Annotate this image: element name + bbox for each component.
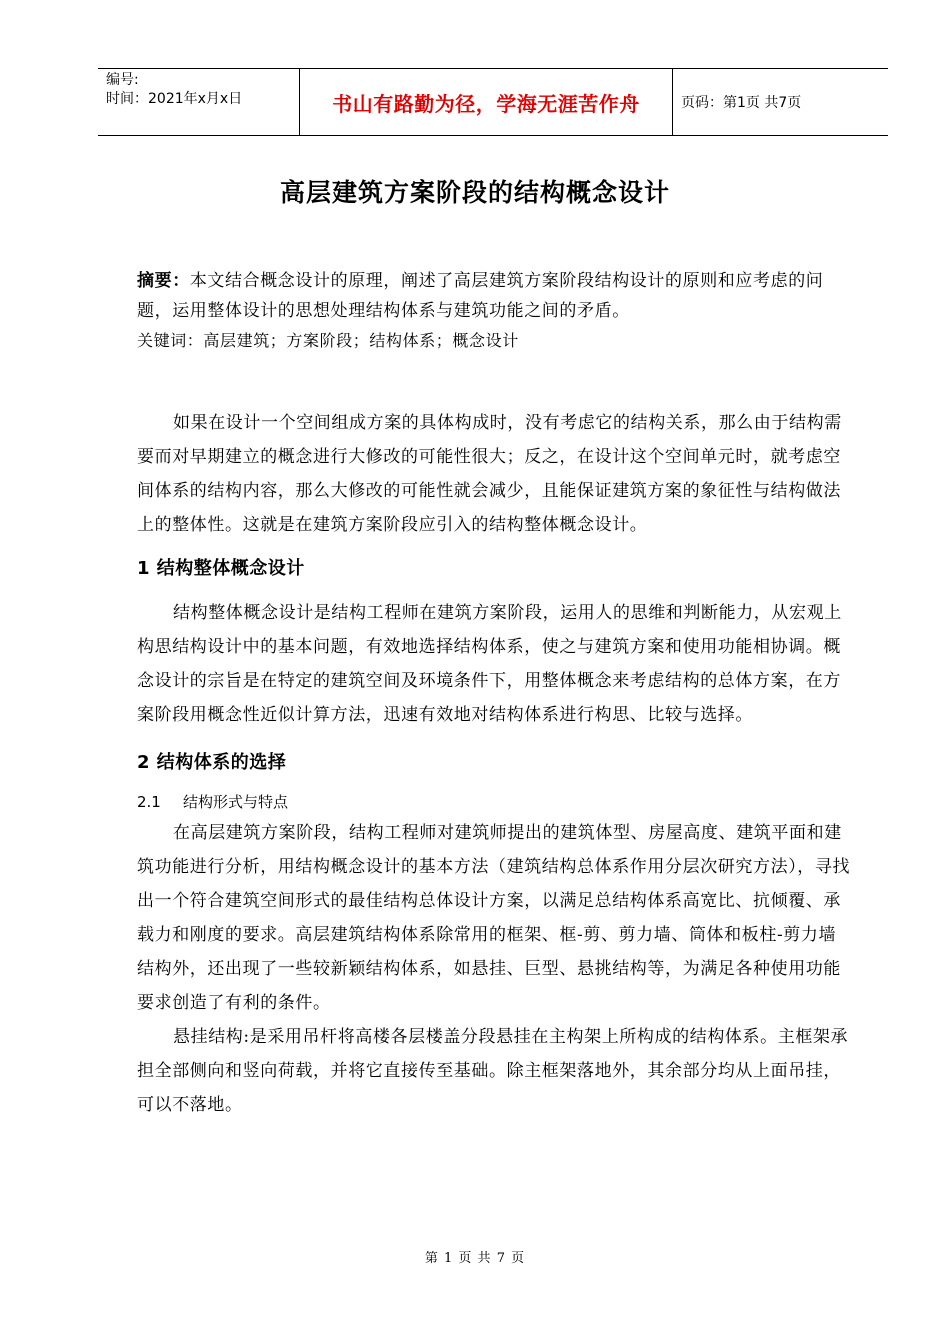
section2-paragraph-2: 悬挂结构:是采用吊杆将高楼各层楼盖分段悬挂在主构架上所构成的结构体系。主框架承担全部侧向和竖向荷载，并将它直接传至基础。除主框架落地外，其余部分均从上面吊挂，可以不落地。	[137, 1027, 849, 1115]
keywords-text: 高层建筑；方案阶段；结构体系；概念设计	[203, 331, 519, 350]
keywords-label: 关键词：	[137, 331, 204, 350]
document-header	[98, 68, 888, 136]
header-page-info: 页码：第1页 共7页	[681, 95, 802, 111]
intro-paragraph: 如果在设计一个空间组成方案的具体构成时，没有考虑它的结构关系，那么由于结构需要而对早期建立的概念进行大修改的可能性很大；反之，在设计这个空间单元时，就考虑空间体系的结构内容，那么大修改的可能性就会减少，且能保证建筑方案的象征性与结构做法上的整体性。这就是在建筑方案阶段应引入的结构整体概念设计。	[137, 413, 842, 535]
abstract-label: 摘要：	[137, 271, 190, 291]
time-label: 时间：2021年x月x日	[106, 91, 243, 107]
document-body	[137, 266, 853, 1122]
section2-paragraph-1: 在高层建筑方案阶段，结构工程师对建筑师提出的建筑体型、房屋高度、建筑平面和建筑功能进行分析，用结构概念设计的基本方法（建筑结构总体系作用分层次研究方法），寻找出一个符合建筑空间形式的最佳结构总体设计方案，以满足总结构体系高宽比、抗倾覆、承载力和刚度的要求。高层建筑结构体系除常用的框架、框-剪、剪力墙、筒体和板柱-剪力墙结构外，还出现了一些较新颖结构体系，如悬挂、巨型、悬挑结构等，为满足各种使用功能要求创造了有利的条件。	[137, 823, 851, 1013]
subsection-heading	[137, 788, 853, 816]
page-footer: 第 1 页 共 7 页	[424, 1251, 526, 1266]
section1-heading: 1 结构整体概念设计	[137, 558, 305, 579]
subsection-title: 结构形式与特点	[183, 793, 289, 811]
abstract-text: 本文结合概念设计的原理，阐述了高层建筑方案阶段结构设计的原则和应考虑的问题，运用整体设计的思想处理结构体系与建筑功能之间的矛盾。	[137, 271, 824, 321]
section1-paragraph: 结构整体概念设计是结构工程师在建筑方案阶段，运用人的思维和判断能力，从宏观上构思结构设计中的基本问题，有效地选择结构体系，使之与建筑方案和使用功能相协调。概念设计的宗旨是在特定的建筑空间及环境条件下，用整体概念来考虑结构的总体方案，在方案阶段用概念性近似计算方法，迅速有效地对结构体系进行构思、比较与选择。	[137, 603, 842, 725]
abstract-paragraph	[137, 266, 853, 326]
section2-heading: 2 结构体系的选择	[137, 752, 287, 773]
header-meta	[98, 69, 299, 135]
number-label: 编号:	[106, 72, 139, 88]
document-title: 高层建筑方案阶段的结构概念设计	[279, 178, 670, 207]
keywords-paragraph	[137, 326, 853, 356]
subsection-number: 2.1	[137, 793, 161, 811]
header-motto: 书山有路勤为径，学海无涯苦作舟	[299, 69, 673, 135]
